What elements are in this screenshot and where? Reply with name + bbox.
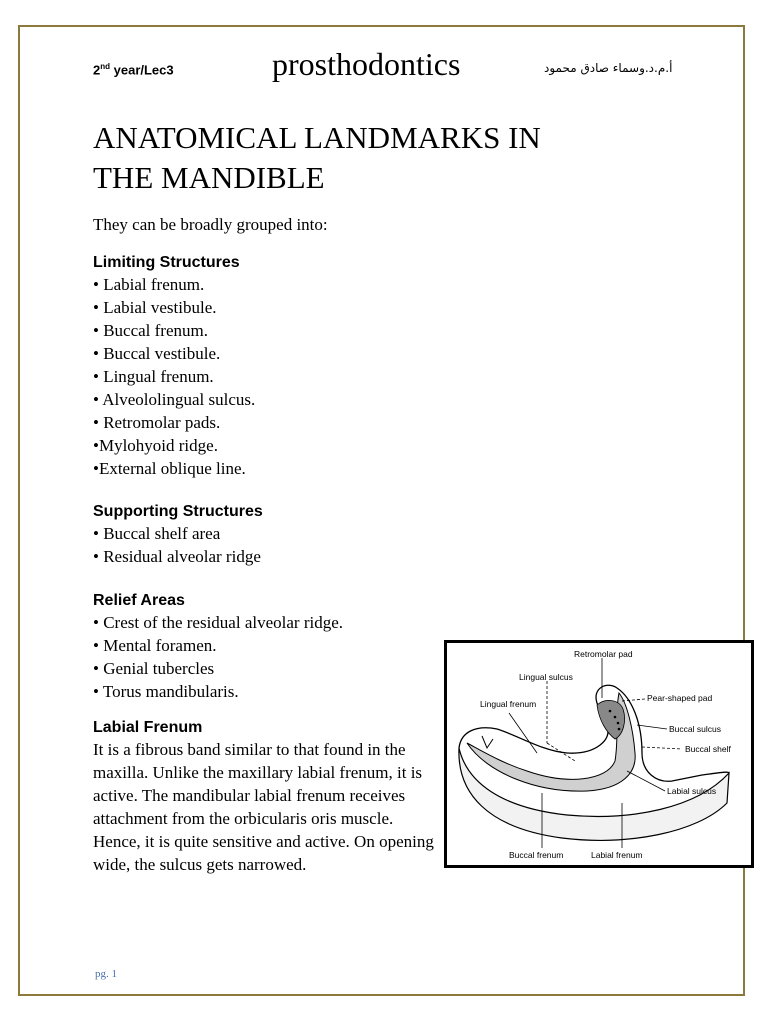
- limiting-list: [93, 273, 255, 480]
- list-item: • Retromolar pads.: [93, 413, 221, 432]
- labial-frenum-paragraph: It is a fibrous band similar to that found in the maxilla. Unlike the maxillary labial frenum, it is active. The mandibular labial frenum receives attachment from the orbicularis oris muscle. Hence, it is quite sensitive and active. On opening wide, the sulcus gets narrowed.: [93, 740, 434, 874]
- label-labial-frenum: Labial frenum: [591, 850, 643, 860]
- header-author: أ.م.د.وسماء صادق محمود: [544, 61, 673, 75]
- list-item: • Buccal shelf area: [93, 524, 221, 543]
- section-heading: Labial Frenum: [93, 719, 203, 736]
- label-buccal-sulcus: Buccal sulcus: [669, 724, 721, 734]
- section-heading: Supporting Structures: [93, 503, 263, 520]
- mandible-illustration: [447, 643, 751, 865]
- list-item: • Mental foramen.: [93, 636, 217, 655]
- label-retromolar-pad: Retromolar pad: [574, 649, 633, 659]
- section-labial-frenum: [93, 718, 438, 876]
- page-number: pg. 1: [95, 968, 117, 980]
- page-title: ANATOMICAL LANDMARKS IN THE MANDIBLE: [93, 120, 541, 195]
- label-buccal-shelf: Buccal shelf: [685, 744, 731, 754]
- list-item: • Buccal frenum.: [93, 321, 208, 340]
- mandible-diagram: [444, 640, 754, 868]
- label-lingual-sulcus: Lingual sulcus: [519, 672, 573, 682]
- list-item: • Alveololingual sulcus.: [93, 390, 256, 409]
- label-buccal-frenum: Buccal frenum: [509, 850, 564, 860]
- supporting-list: [93, 522, 263, 568]
- retromolar-pad-area: [597, 700, 625, 739]
- section-heading: Limiting Structures: [93, 254, 240, 271]
- label-lingual-frenum: Lingual frenum: [480, 699, 537, 709]
- section-heading: Relief Areas: [93, 592, 185, 609]
- label-labial-sulcus: Labial sulcus: [667, 786, 717, 796]
- list-item: • Crest of the residual alveolar ridge.: [93, 613, 344, 632]
- header-subject: prosthodontics: [272, 46, 461, 82]
- section-relief-areas: [93, 591, 343, 703]
- list-item: • Lingual frenum.: [93, 367, 214, 386]
- intro-text: They can be broadly grouped into:: [93, 215, 328, 234]
- section-supporting-structures: [93, 502, 263, 568]
- list-item: • Labial frenum.: [93, 275, 205, 294]
- list-item: •Mylohyoid ridge.: [93, 436, 218, 455]
- section-limiting-structures: [93, 253, 255, 480]
- header-year: 2nd year/Lec3: [93, 62, 174, 78]
- relief-list: [93, 611, 343, 703]
- label-pear-shaped-pad: Pear-shaped pad: [647, 693, 713, 703]
- list-item: •External oblique line.: [93, 459, 246, 478]
- list-item: • Residual alveolar ridge: [93, 547, 261, 566]
- list-item: • Labial vestibule.: [93, 298, 217, 317]
- list-item: • Buccal vestibule.: [93, 344, 221, 363]
- list-item: • Torus mandibularis.: [93, 682, 239, 701]
- list-item: • Genial tubercles: [93, 659, 215, 678]
